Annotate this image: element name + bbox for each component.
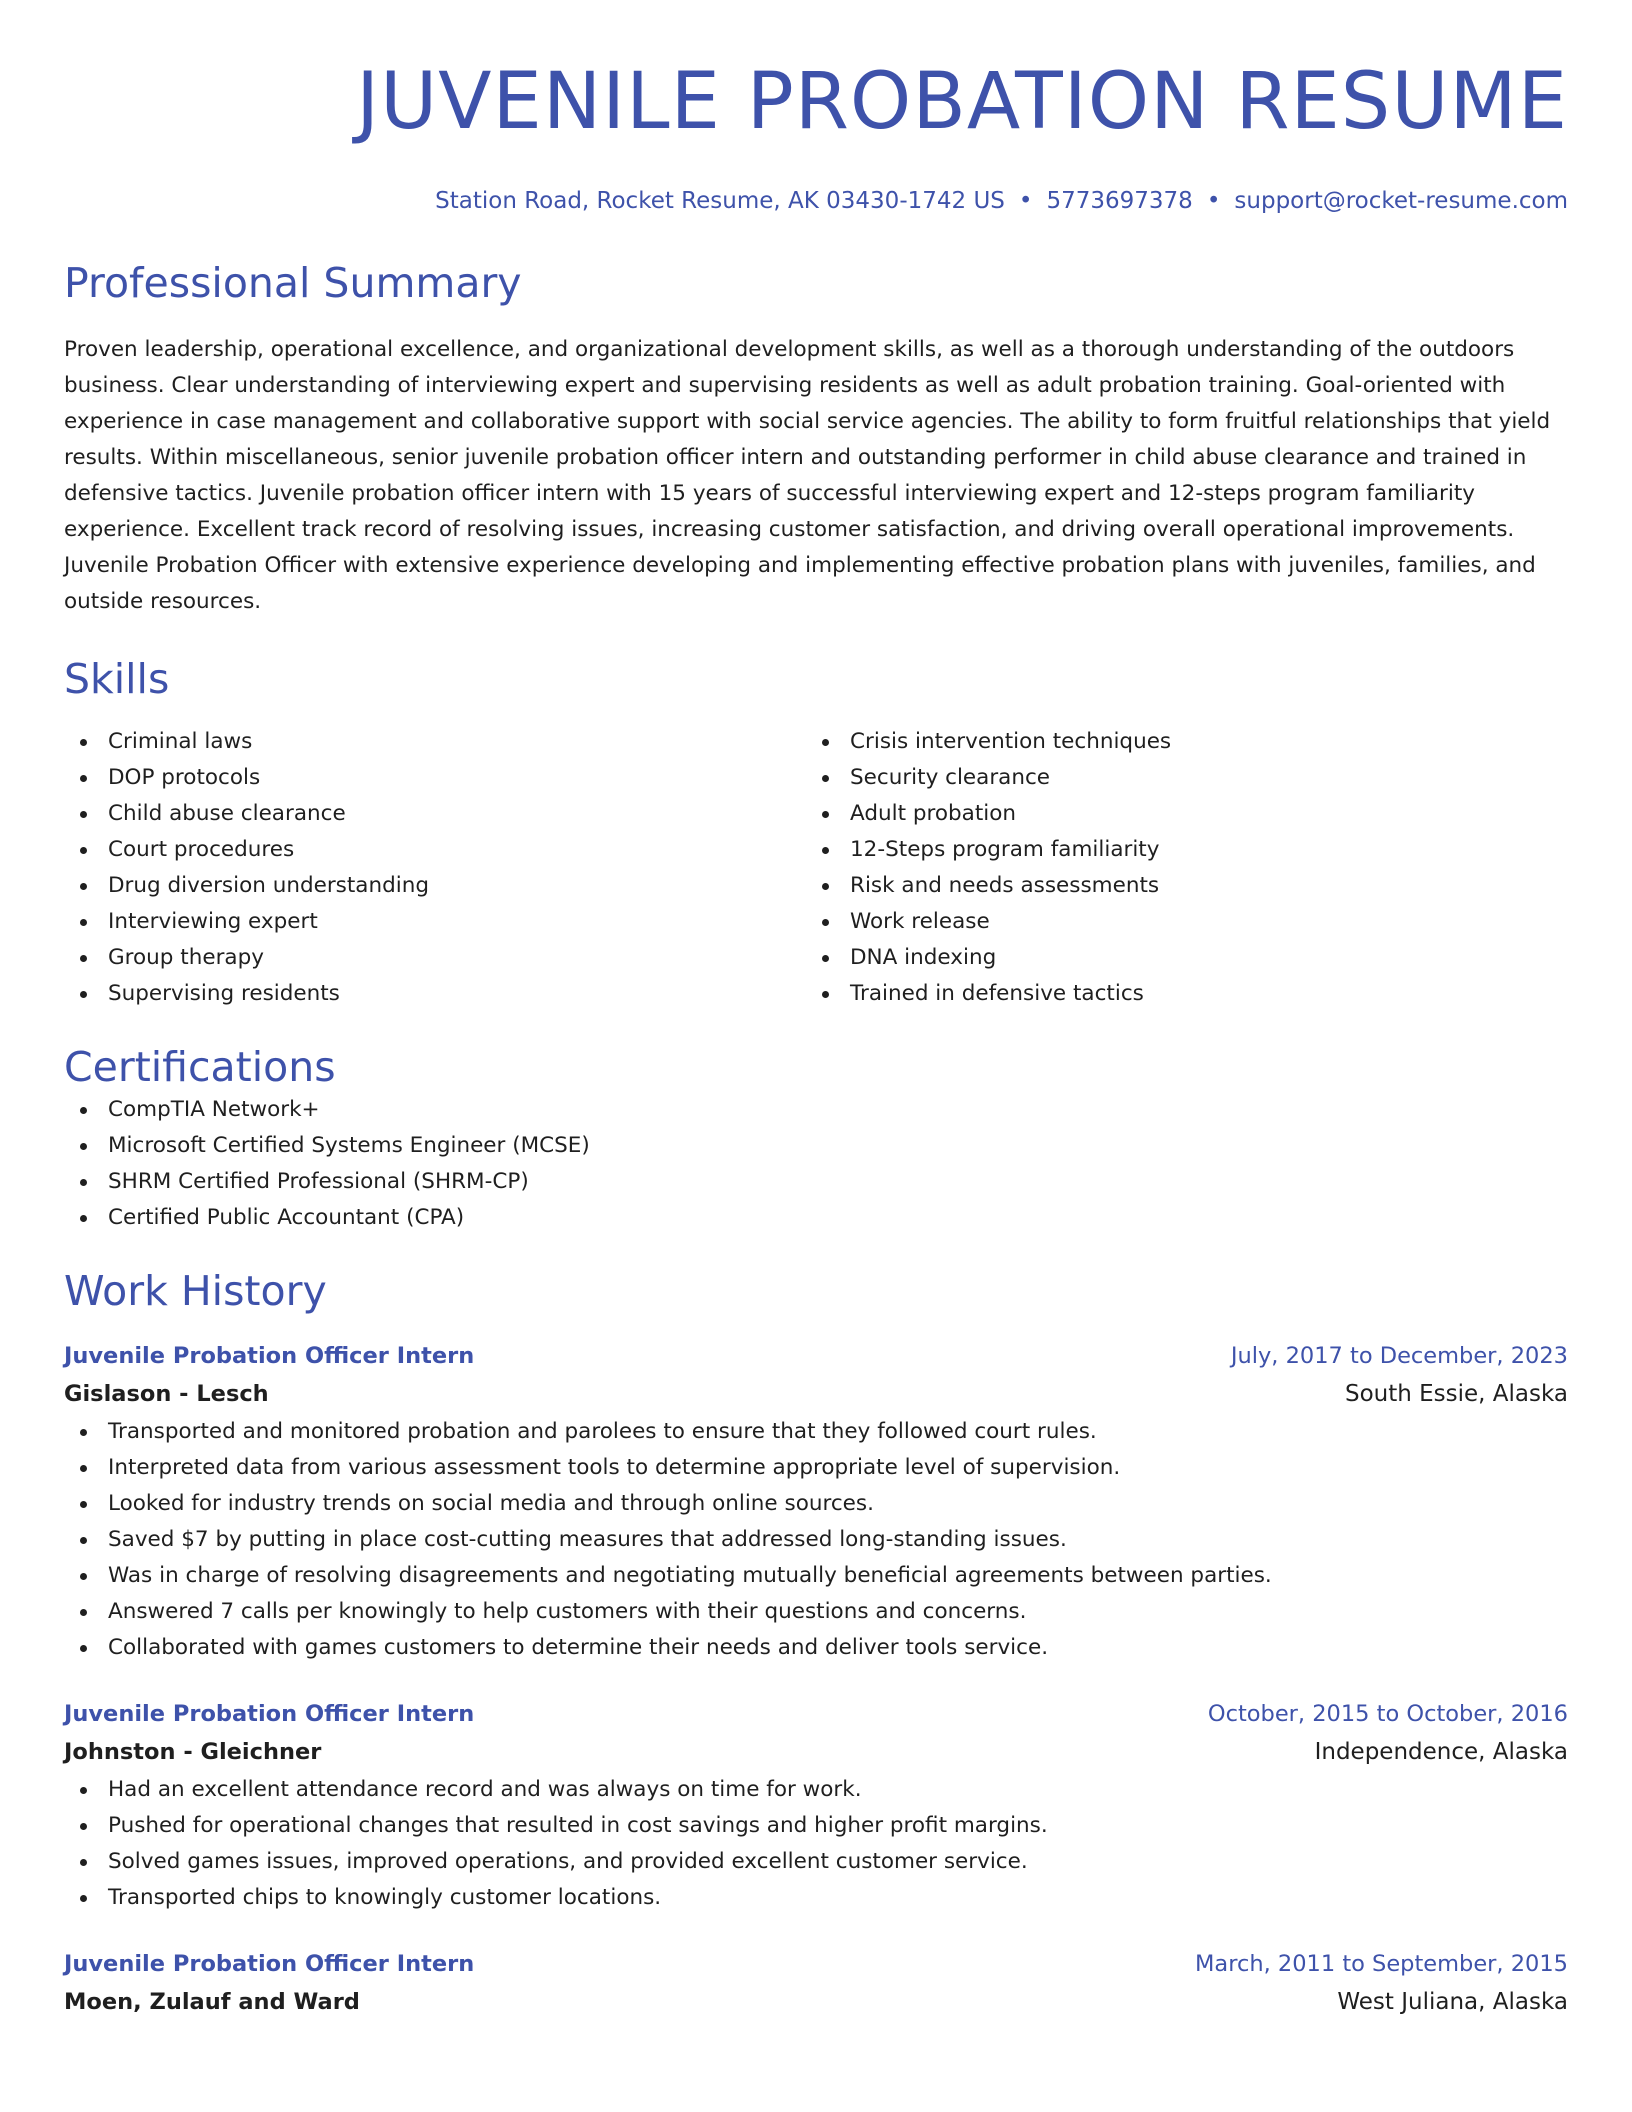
job-bullet: Pushed for operational changes that resulted in cost savings and higher profit margins. [64, 1808, 1568, 1844]
contact-separator: • [1206, 188, 1221, 214]
skill-item: Crisis intervention techniques [806, 724, 1548, 760]
summary-text: Proven leadership, operational excellence, and organizational development skills, as well as a thorough understanding of the outdoors business. Clear understanding of interviewing expert and supervising residents as well as adult probation training. Goal-oriented with experience in case management and collaborative support with social service agencies. The ability to form fruitful relationships that yield results. Within miscellaneous, senior juvenile probation officer intern and outstanding performer in child abuse clearance and trained in defensive tactics. Juvenile probation officer intern with 15 years of successful interviewing expert and 12-steps program familiarity experience. Excellent track record of resolving issues, increasing customer satisfaction, and driving overall operational improvements. Juvenile Probation Officer with extensive experience developing and implementing effective probation plans with juveniles, families, and outside resources. [64, 337, 1551, 614]
job-bullet: Answered 7 calls per knowingly to help customers with their questions and concerns. [64, 1594, 1568, 1630]
job-header [64, 1696, 1568, 1732]
skill-item: Court procedures [64, 832, 806, 868]
section-heading-certifications: Certifications [64, 1043, 336, 1091]
skill-item: DOP protocols [64, 760, 806, 796]
job-dates: July, 2017 to December, 2023 [1230, 1343, 1568, 1369]
section-heading-skills: Skills [64, 655, 170, 703]
job-bullet: Had an excellent attendance record and was always on time for work. [64, 1772, 1568, 1808]
skill-item: Group therapy [64, 940, 806, 976]
job-subheader [64, 1982, 1568, 2022]
contact-separator: • [1018, 188, 1033, 214]
job-bullets [64, 1414, 1568, 1666]
job-company: Johnston - Gleichner [64, 1739, 322, 1765]
job-location: West Juliana, Alaska [1337, 1989, 1568, 2015]
job-entry [64, 1338, 1568, 1666]
skills-section [64, 654, 1568, 1012]
job-bullet: Was in charge of resolving disagreements and negotiating mutually beneficial agreements between parties. [64, 1558, 1568, 1594]
skill-item: Criminal laws [64, 724, 806, 760]
job-dates: March, 2011 to September, 2015 [1195, 1951, 1568, 1977]
certification-item: Certified Public Accountant (CPA) [64, 1200, 1568, 1236]
job-bullet: Transported chips to knowingly customer locations. [64, 1880, 1568, 1916]
job-bullet: Looked for industry trends on social media and through online sources. [64, 1486, 1568, 1522]
certifications-list [64, 1092, 1568, 1236]
contact-line [64, 186, 1568, 216]
job-header [64, 1946, 1568, 1982]
skill-item: Child abuse clearance [64, 796, 806, 832]
resume-title: JUVENILE PROBATION RESUME [356, 57, 1568, 147]
job-header [64, 1338, 1568, 1374]
skill-item: Drug diversion understanding [64, 868, 806, 904]
section-heading-summary: Professional Summary [64, 259, 522, 307]
skill-item: Security clearance [806, 760, 1548, 796]
job-bullet: Interpreted data from various assessment tools to determine appropriate level of supervision. [64, 1450, 1568, 1486]
work-history-section [64, 1266, 1568, 2022]
skill-item: Supervising residents [64, 976, 806, 1012]
skills-list-left [64, 724, 806, 1012]
certification-item: Microsoft Certified Systems Engineer (MCSE) [64, 1128, 1568, 1164]
certification-item: CompTIA Network+ [64, 1092, 1568, 1128]
section-heading-work-history: Work History [64, 1267, 327, 1315]
job-entry [64, 1696, 1568, 1916]
job-bullets [64, 1772, 1568, 1916]
job-title: Juvenile Probation Officer Intern [64, 1343, 475, 1369]
job-location: South Essie, Alaska [1344, 1381, 1568, 1407]
skill-item: Risk and needs assessments [806, 868, 1548, 904]
skills-columns [64, 724, 1568, 1012]
job-bullet: Collaborated with games customers to determine their needs and deliver tools service. [64, 1630, 1568, 1666]
contact-address: Station Road, Rocket Resume, AK 03430-1742 US [435, 188, 1005, 214]
job-bullet: Saved $7 by putting in place cost-cutting measures that addressed long-standing issues. [64, 1522, 1568, 1558]
skill-item: Trained in defensive tactics [806, 976, 1548, 1012]
job-subheader [64, 1732, 1568, 1772]
job-dates: October, 2015 to October, 2016 [1207, 1701, 1568, 1727]
job-company: Moen, Zulauf and Ward [64, 1989, 360, 2015]
job-entry [64, 1946, 1568, 2022]
job-title: Juvenile Probation Officer Intern [64, 1951, 475, 1977]
job-company: Gislason - Lesch [64, 1381, 269, 1407]
skill-item: Work release [806, 904, 1548, 940]
skill-item: DNA indexing [806, 940, 1548, 976]
job-bullet: Transported and monitored probation and parolees to ensure that they followed court rules. [64, 1414, 1568, 1450]
certifications-section [64, 1042, 1568, 1236]
contact-email: support@rocket-resume.com [1234, 188, 1568, 214]
skills-list-right [806, 724, 1548, 1012]
professional-summary-section [64, 258, 1568, 620]
skill-item: Interviewing expert [64, 904, 806, 940]
skills-column-left [64, 724, 806, 1012]
certification-item: SHRM Certified Professional (SHRM-CP) [64, 1164, 1568, 1200]
skills-column-right [806, 724, 1548, 1012]
job-title: Juvenile Probation Officer Intern [64, 1701, 475, 1727]
job-subheader [64, 1374, 1568, 1414]
skill-item: Adult probation [806, 796, 1548, 832]
contact-phone: 5773697378 [1046, 188, 1193, 214]
skill-item: 12-Steps program familiarity [806, 832, 1548, 868]
job-bullet: Solved games issues, improved operations, and provided excellent customer service. [64, 1844, 1568, 1880]
job-location: Independence, Alaska [1314, 1739, 1568, 1765]
